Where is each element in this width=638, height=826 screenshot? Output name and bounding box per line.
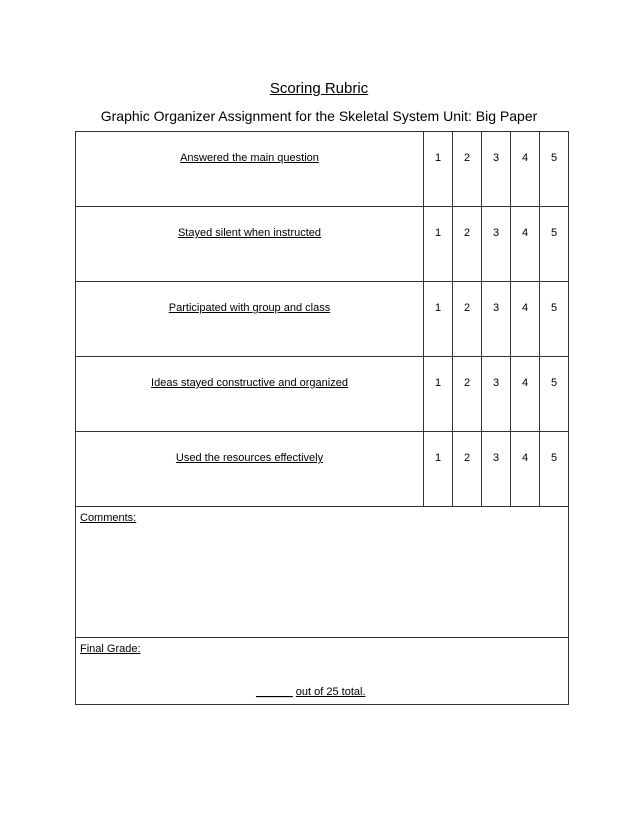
score-cell	[511, 357, 540, 432]
score-cell	[482, 282, 511, 357]
criterion-cell	[76, 432, 424, 507]
score-value: 2	[463, 377, 471, 389]
score-cell	[540, 207, 569, 282]
score-value: 3	[492, 152, 500, 164]
score-value: 2	[463, 452, 471, 464]
score-cell	[511, 132, 540, 207]
score-value: 5	[550, 377, 558, 389]
score-cell	[540, 432, 569, 507]
criterion-cell	[76, 132, 424, 207]
score-value: 4	[521, 452, 529, 464]
score-cell	[424, 132, 453, 207]
score-value: 5	[550, 152, 558, 164]
criterion-label: Used the resources effectively	[175, 452, 324, 464]
score-cell	[482, 207, 511, 282]
score-cell	[424, 432, 453, 507]
criterion-label: Stayed silent when instructed	[177, 227, 322, 239]
score-value: 1	[434, 377, 442, 389]
score-value: 3	[492, 302, 500, 314]
comments-cell[interactable]	[76, 507, 569, 638]
criterion-cell	[76, 282, 424, 357]
criterion-label: Answered the main question	[180, 152, 319, 164]
score-value: 3	[492, 227, 500, 239]
final-grade-cell	[76, 638, 569, 705]
rubric-row	[76, 432, 569, 507]
score-cell	[424, 357, 453, 432]
score-cell	[482, 432, 511, 507]
score-cell	[540, 357, 569, 432]
grade-line	[256, 686, 366, 698]
rubric-table	[75, 131, 569, 705]
score-cell	[540, 132, 569, 207]
score-value: 2	[463, 227, 471, 239]
score-cell	[482, 132, 511, 207]
score-value: 1	[434, 302, 442, 314]
score-value: 5	[550, 452, 558, 464]
criterion-label: Participated with group and class	[168, 302, 331, 314]
page-subtitle: Graphic Organizer Assignment for the Skeletal System Unit: Big Paper	[100, 108, 538, 124]
grade-blank[interactable]: ______	[256, 686, 293, 698]
score-value: 4	[521, 227, 529, 239]
score-cell	[511, 282, 540, 357]
rubric-row	[76, 207, 569, 282]
score-cell	[453, 207, 482, 282]
grade-suffix: out of 25 total.	[295, 686, 366, 698]
score-value: 4	[521, 302, 529, 314]
score-cell	[453, 357, 482, 432]
score-value: 3	[492, 377, 500, 389]
score-value: 3	[492, 452, 500, 464]
criterion-label: Ideas stayed constructive and organized	[151, 377, 348, 389]
score-cell	[424, 207, 453, 282]
score-value: 1	[434, 152, 442, 164]
rubric-row	[76, 132, 569, 207]
criterion-cell	[76, 357, 424, 432]
score-value: 1	[434, 227, 442, 239]
score-value: 5	[550, 302, 558, 314]
rubric-row	[76, 357, 569, 432]
score-cell	[511, 432, 540, 507]
final-grade-label: Final Grade:	[80, 643, 141, 655]
score-value: 1	[434, 452, 442, 464]
final-grade-row	[76, 638, 569, 705]
score-value: 2	[463, 302, 471, 314]
comments-row	[76, 507, 569, 638]
score-cell	[482, 357, 511, 432]
score-value: 5	[550, 227, 558, 239]
score-value: 4	[521, 152, 529, 164]
rubric-row	[76, 282, 569, 357]
page-title: Scoring Rubric	[269, 80, 369, 97]
score-cell	[424, 282, 453, 357]
score-cell	[540, 282, 569, 357]
score-value: 2	[463, 152, 471, 164]
score-cell	[453, 132, 482, 207]
criterion-cell	[76, 207, 424, 282]
score-cell	[453, 282, 482, 357]
score-value: 4	[521, 377, 529, 389]
score-cell	[453, 432, 482, 507]
score-cell	[511, 207, 540, 282]
comments-label: Comments:	[80, 512, 137, 524]
